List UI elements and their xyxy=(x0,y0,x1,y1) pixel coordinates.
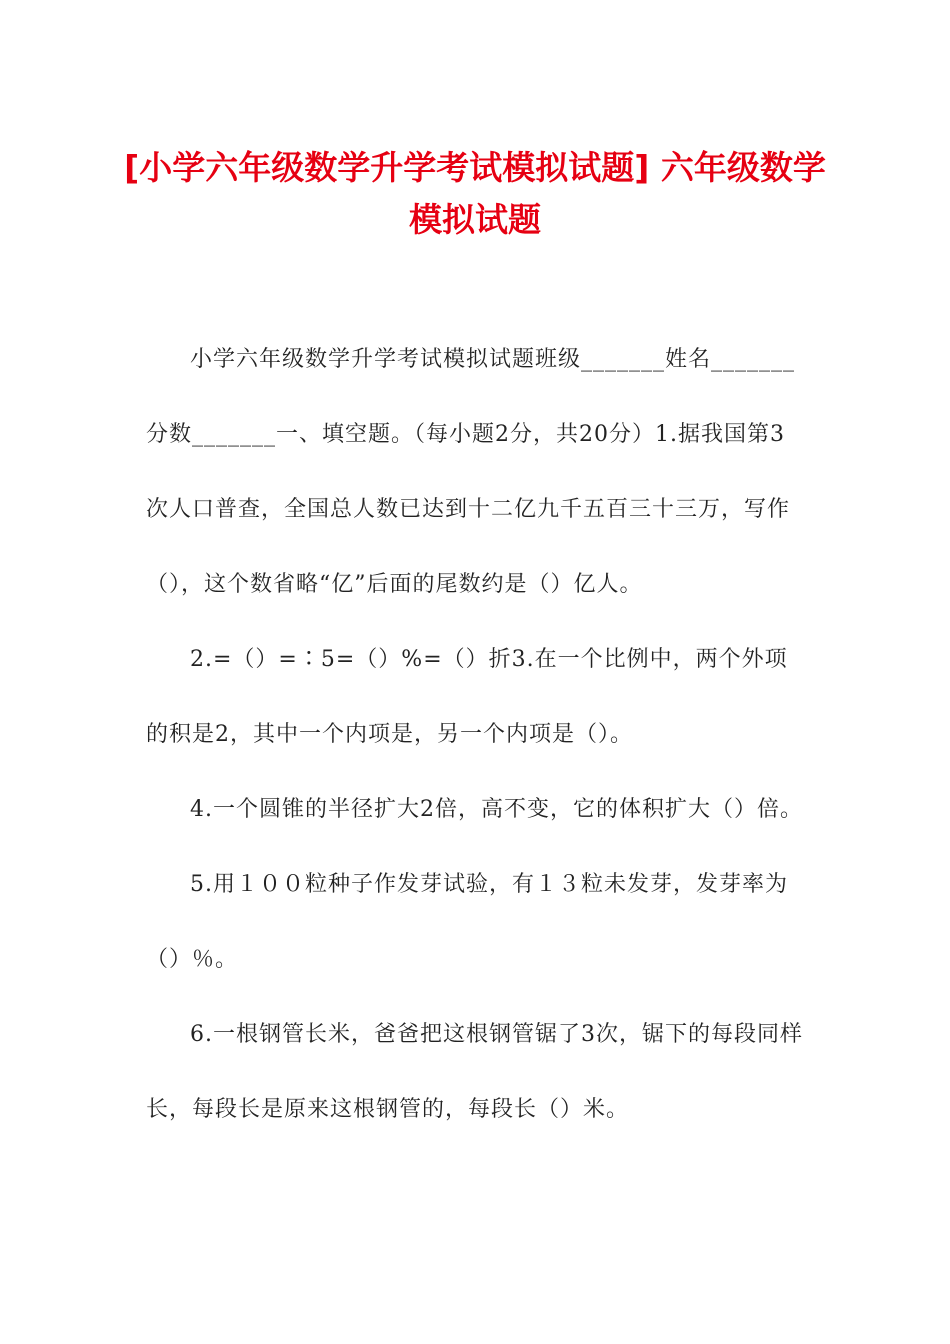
paragraph-question-5: 5.用１００粒种子作发芽试验，有１３粒未发芽，发芽率为（）％。 xyxy=(146,872,788,972)
paragraph-question-6: 6.一根钢管长米，爸爸把这根钢管锯了3次，锯下的每段同样长，每段长是原来这根钢管的，每段长（）米。 xyxy=(146,1022,803,1122)
document-body xyxy=(146,322,806,1147)
paragraph-question-2-3: 2.=（）=∶5=（）%=（）折3.在一个比例中，两个外项的积是2，其中一个内项是，另一个内项是（）。 xyxy=(146,647,788,747)
paragraph-intro: 小学六年级数学升学考试模拟试题班级_______姓名_______分数_______一、填空题。（每小题2分，共20分）1.据我国第3次人口普查，全国总人数已达到十二亿九千五百三十三万，写作（），这个数省略“亿”后面的尾数约是（）亿人。 xyxy=(146,347,796,597)
document-title: [小学六年级数学升学考试模拟试题] 六年级数学模拟试题 xyxy=(124,148,826,239)
paragraph-question-4: 4.一个圆锥的半径扩大2倍，高不变，它的体积扩大（）倍。 xyxy=(190,797,803,822)
